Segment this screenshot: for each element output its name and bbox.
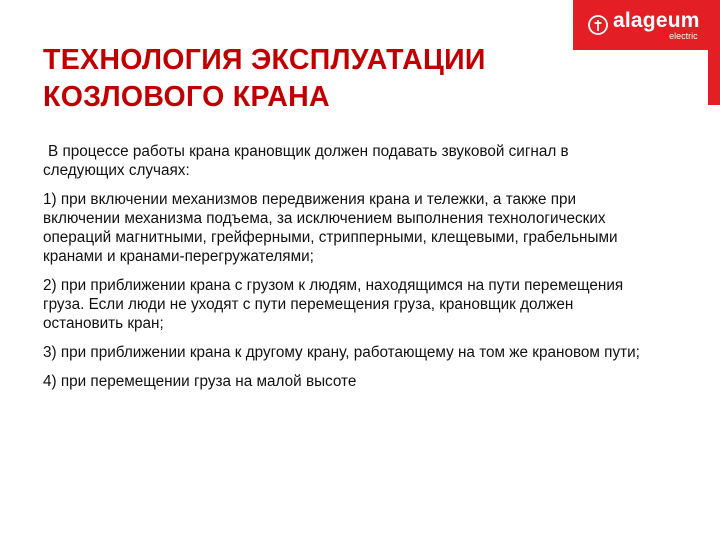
title-line-2: КОЗЛОВОГО КРАНА — [43, 81, 330, 113]
intro-paragraph: В процессе работы крана крановщик должен подавать звуковой сигнал в следующих случаях: — [43, 143, 569, 179]
slide-title — [43, 42, 603, 116]
list-item: 4) при перемещении груза на малой высоте — [43, 373, 357, 390]
accent-bar — [708, 0, 720, 105]
logo-name: alageum — [613, 8, 700, 32]
title-line-1: ТЕХНОЛОГИЯ ЭКСПЛУАТАЦИИ — [43, 44, 486, 76]
list-item: 2) при приближении крана с грузом к людям, находящимся на пути перемещения груза. Если люди не уходят с пути перемещения груза, крановщик должен остановить кран; — [43, 277, 624, 332]
slide-body — [43, 142, 643, 401]
list-item: 3) при приближении крана к другому крану, работающему на том же крановом пути; — [43, 344, 640, 361]
list-item: 1) при включении механизмов передвижения крана и тележки, а также при включении механизма подъема, за исключением выполнения технологических операций магнитными, грейферными, стрипперными, клещевыми, грабельными кранами и кранами-перегружателями; — [43, 191, 618, 265]
alageum-logo-icon — [587, 14, 609, 36]
logo-subtitle: electric — [669, 30, 698, 41]
logo-wordmark — [613, 10, 700, 41]
